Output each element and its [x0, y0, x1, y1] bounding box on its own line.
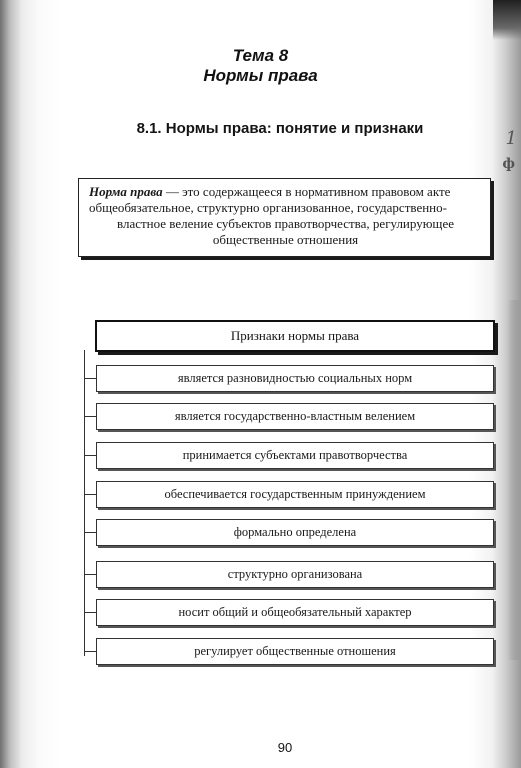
section-heading: 8.1. Нормы права: понятие и признаки [136, 120, 424, 137]
feature-item: является разновидностью социальных норм [96, 365, 494, 392]
feature-item: является государственно-властным велением [96, 403, 494, 430]
definition-line-1 [89, 184, 482, 200]
features-header-box: Признаки нормы права [95, 320, 495, 352]
next-page-fragment-upper: 1 [505, 128, 517, 149]
diagram-connector-line [84, 350, 85, 656]
definition-term: Норма права [89, 184, 163, 199]
definition-line-2: общеобязательное, структурно организованное, государственно- [89, 200, 447, 215]
feature-item: формально определена [96, 519, 494, 546]
feature-item: носит общий и общеобязательный характер [96, 599, 494, 626]
feature-item: принимается субъектами правотворчества [96, 442, 494, 469]
definition-line-4: общественные отношения [212, 232, 359, 247]
book-edge-shadow [507, 300, 521, 660]
feature-item: обеспечивается государственным принуждением [96, 481, 494, 508]
next-page-fragment-lower: ф [502, 156, 515, 172]
topic-title: Нормы права [203, 66, 318, 85]
feature-item: регулирует общественные отношения [96, 638, 494, 665]
topic-number: Тема 8 [232, 46, 289, 65]
definition-line-1-text: — это содержащееся в нормативном правовом акте [162, 184, 451, 199]
book-spine-shadow [493, 0, 521, 40]
definition-line-3: властное веление субъектов правотворчества, регулирующее [117, 216, 454, 231]
page-number: 90 [277, 740, 293, 755]
definition-box [78, 178, 491, 257]
feature-item: структурно организована [96, 561, 494, 588]
